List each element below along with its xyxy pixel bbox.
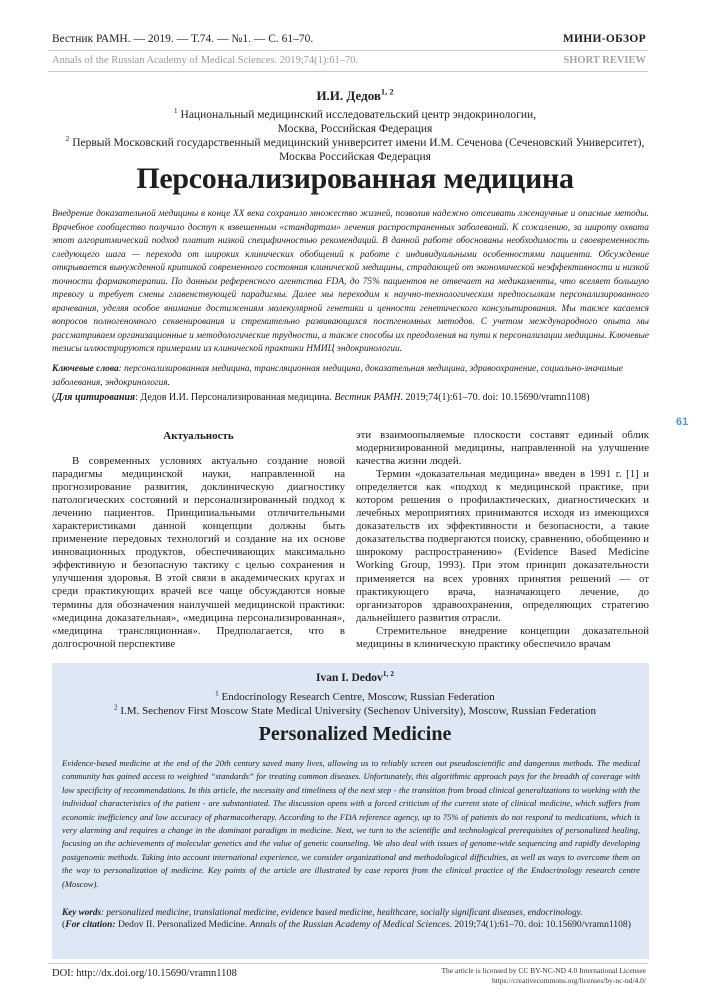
article-title-ru: Персонализированная медицина <box>136 162 574 195</box>
section-title: Актуальность <box>163 430 234 442</box>
affiliation-2-ru: $^2$ Первый Московский государственный медицинский университет имени И.М. Сеченова (Сеченовский Университет), <box>65 134 645 149</box>
article-title-en: Personalized Medicine <box>258 723 452 745</box>
article-type-ru: МИНИ-ОБЗОР <box>562 33 646 45</box>
keywords-label-ru: Ключевые слова <box>52 364 119 374</box>
license-link[interactable]: https://creativecommons.org/licenses/by-nc-nd/4.0/ <box>492 976 646 985</box>
footer-license: The article is licensed by CC BY-NC-ND 4.0 International Licensee https://creativecommons.org/licenses/by-nc-nd/4.0/ <box>441 966 646 985</box>
citation-label-ru: Для цитирования <box>55 392 136 403</box>
author-sup-ru: 1, 2 <box>380 86 394 97</box>
abstract-ru: Внедрение доказательной медицины в конце XX века сохранило множество жизней, позволив надежно отсеивать лженаучные и опасные методы. Врачебное сообщество получило доступ к взвешенным «стандартам» лечения распространенных заболеваний. К сожалению, за широту охвата этот алгоритмический подход платит низкой специфичностью рекомендаций. В данной работе обоснованы необходимость и своевременность следующего шага — перехода от широких клинических обобщений к работе с индивидуальными особенностями пациента. Обсуждение открывается вынужденной критикой современного состояния клинической медицины, страдающей от экономической неэффективности и низкой точности фармакотерапии. По данным референсного агентства FDA, до 75% пациентов не отвечает на медикаменты, что вселяет большую тревогу и требует смены главенствующей парадигмы. Далее мы переходим к научно-технологическим предпосылкам персонализированного врачевания, уделяя особое внимание достижениям молекулярной генетики и ценности генетического консультирования. Мы также касаемся вопросов полногеномного секвенирования и стремительно развивающихся постгеномных методов. С учетом международного опыта мы рассматриваем организационные и методологические трудности, а также способы их преодоления на пути к персонализации медицины. Ключевые тезисы иллюстрируются примерами из клинической практики НМИЦ эндокринологии. <box>52 209 649 354</box>
page-number: 61 <box>676 416 689 428</box>
footer-divider <box>48 963 648 964</box>
header-divider <box>48 50 648 51</box>
author-name-en: Ivan I. Dedov <box>316 672 383 684</box>
header-divider-2 <box>48 71 648 72</box>
author-name-ru: И.И. Дедов <box>316 88 381 103</box>
author-sup-en: 1, 2 <box>382 669 394 679</box>
author-en <box>0 669 710 684</box>
journal-header-en: Annals of the Russian Academy of Medical Sciences. 2019;74(1):61–70. <box>52 55 359 66</box>
keywords-label-en: Key words <box>62 907 102 917</box>
body-column-left <box>52 455 345 651</box>
body-paragraph: Стремительное внедрение концепции доказательной медицины в клиническую практику обеспечило врачам <box>356 624 649 650</box>
aff1-sup-ru: 1 <box>173 106 178 116</box>
body-paragraph: эти взаимоопыляемые плоскости составят единый облик модернизированной медицины, направленной на улучшение качества жизни людей. <box>356 429 649 468</box>
keywords-en: Key words: personalized medicine, translational medicine, evidence based medicine, healthcare, socially significant diseases, endocrinology. <box>62 907 583 917</box>
keywords-ru: Ключевые слова: персонализированная медицина, трансляционная медицина, доказательная медицина, здравоохранение, социально-значимые заболевания, эндокринология. <box>52 364 623 388</box>
body-paragraph: В современных условиях актуально создание новой парадигмы медицинской науки, направленной на прогнозирование развития, доклиническую диагностику патологических состояний и персонализированный подход к лечению пациентов. Принципиальными отличительными характеристиками данной концепции должны быть применение передовых технологий и создание на их основе инновационных продуктов, обеспечивающих максимально эффективную и безопасную тактику с целью сохранения и улучшения здоровья. В этой связи в академических кругах и среди практикующих врачей все чаще обсуждаются новые термины для обозначения наилучшей медицинской практики: «медицина доказательная», «медицина персонализированная», «медицина трансляционная». Предполагается, что в долгосрочной перспективе <box>52 455 345 650</box>
citation-en: (For citation: Dedov II. Personalized Medicine. Annals of the Russian Academy of Medical Sciences. 2019;74(1):61–70. doi: 10.15690/vramn1108) <box>62 919 631 930</box>
citation-ru: (Для цитирования: Дедов И.И. Персонализированная медицина. Вестник РАМН. 2019;74(1):61–70. doi: 10.15690/vramn1108) <box>52 392 590 403</box>
affiliation-1-ru: $^1$ Национальный медицинский исследовательский центр эндокринологии, <box>173 106 537 121</box>
affiliation-1-en: $^1$ Endocrinology Research Centre, Moscow, Russian Federation <box>215 689 495 703</box>
affiliation-2-city-ru: Москва Российская Федерация <box>279 151 431 163</box>
abstract-en: Evidence-based medicine at the end of the 20th century saved many lives, allowing us to reliably screen out pseudoscientific and dangerous methods. The medical community has gained access to weighted “standards” for treating common diseases. Unfortunately, this algorithmic approach pays for the breadth of coverage with low specificity of recommendations. In this article, the necessity and timeliness of the next step - the transition from broad clinical generalizations to working with the individual characteristics of the patient - are substantiated. The discussion opens with a forced criticism of the current state of clinical medicine, which suffers from economic inefficiency and low accuracy of pharmacotherapy. According to the FDA reference agency, up to 75% of patients do not respond to medications, which is very alarming and requires a change in the dominant paradigm in medicine. Next, we turn to the scientific and technological prerequisites of personalized healing, focusing on the achievements of molecular genetics and the value of genetic counseling. We also deal with issues of genome-wide sequencing and rapidly developing postgenomic methods. Taking into account international experience, we consider organizational and methodological difficulties, as well as ways to overcome them on the way to personalization of medicine. Key points of the article are illustrated by case reports from the clinical practice of the Endocrinology research centre (Moscow). <box>62 758 640 889</box>
affiliation-1-city-ru: Москва, Российская Федерация <box>277 123 433 135</box>
journal-header-ru: Вестник РАМН. — 2019. — Т.74. — №1. — С. 61–70. <box>52 33 314 45</box>
body-column-right <box>356 429 649 651</box>
citation-label-en: For citation: <box>65 919 116 930</box>
body-paragraph: Термин «доказательная медицина» введен в 1991 г. [1] и определяется как «подход к медицинской практике, при котором решения о профилактических, диагностических и лечебных мероприятиях принимаются исходя из имеющихся доказательств их эффективности и безопасности, а такие доказательства подвергаются поиску, сравнению, обобщению и широкому распространению» (Evidence Based Medicine Working Group, 1993). При этом принцип доказательности применяется на всех уровнях принятия решений — от практикующего врача, назначающего лечение, до организаторов здравоохранения, определяющих стратегию дальнейшего развития отрасли. <box>356 468 649 624</box>
article-type-en: SHORT REVIEW <box>563 55 646 66</box>
author-ru <box>0 88 710 104</box>
footer-doi[interactable]: DOI: http://dx.doi.org/10.15690/vramn1108 <box>52 968 237 979</box>
aff2-sup-ru: 2 <box>65 134 70 144</box>
affiliation-2-en: $^2$ I.M. Sechenov First Moscow State Medical University (Sechenov University), Moscow, Russian Federation <box>114 703 596 717</box>
